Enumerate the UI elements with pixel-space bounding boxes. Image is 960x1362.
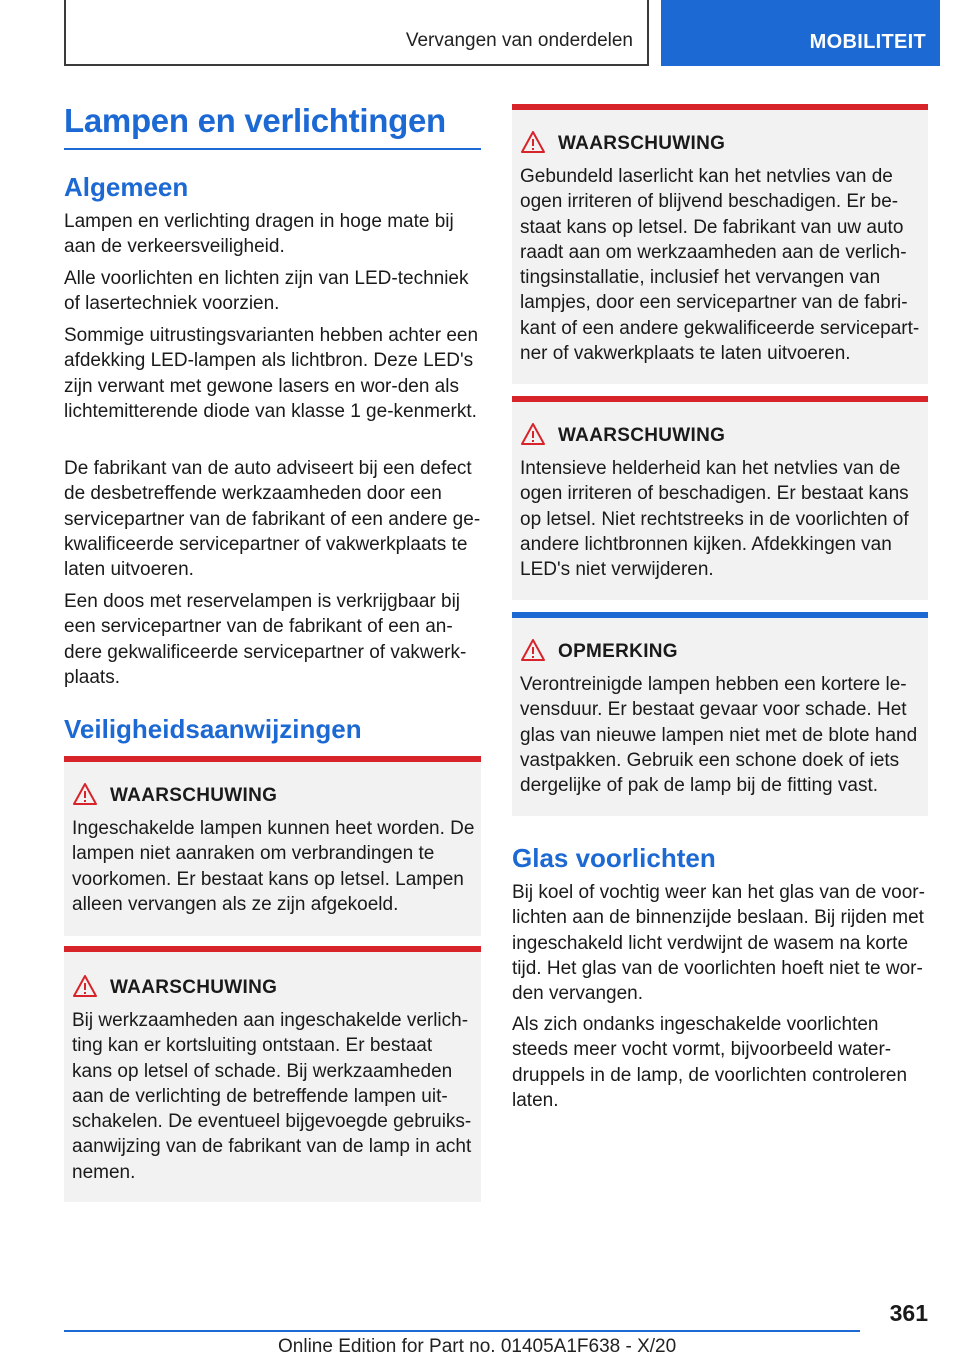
paragraph-7: Als zich ondanks ingeschakelde voorlichten steeds meer vocht vormt, bijvoorbeeld water-druppels in de lamp, de voorlichten controleren laten. <box>512 1014 908 1111</box>
warning-text: Bij werkzaamheden aan ingeschakelde verlich-ting kan er kortsluiting ontstaan. Er bestaat kans op letsel of schade. Bij werkzaamheden aan de verlichting de betreffende lampen uit-schakelen. De eventueel bijgevoegde gebruiks-aanwijzing van de fabrikant van de lamp in acht nemen. <box>72 1010 472 1183</box>
warning-triangle-icon <box>72 974 98 998</box>
warning-bar <box>64 756 481 762</box>
note-box-dirty-lamps <box>512 612 928 816</box>
header-section-label: Vervangen van onderdelen <box>405 30 633 51</box>
warning-title: WAARSCHUWING <box>110 785 278 806</box>
footer-divider <box>64 1330 860 1332</box>
note-text: Verontreinigde lampen hebben een kortere le-vensduur. Er bestaat gevaar voor schade. Het glas van nieuwe lampen niet met de blote hand vastpakken. Gebruik een schone doek of iets dergelijke of pak de lamp bij de fitting vast. <box>520 674 918 797</box>
note-triangle-icon <box>520 638 546 662</box>
heading-glas-voorlichten: Glas voorlichten <box>512 843 716 873</box>
warning-triangle-icon <box>520 422 546 446</box>
warning-title: WAARSCHUWING <box>110 977 278 998</box>
warning-bar <box>512 396 928 402</box>
warning-box-brightness <box>512 396 928 600</box>
note-title: OPMERKING <box>558 641 678 662</box>
warning-bar <box>512 104 928 110</box>
warning-text: Ingeschakelde lampen kunnen heet worden. De lampen niet aanraken om verbrandingen te voorkomen. Er bestaat kans op letsel. Lampen alleen vervangen als ze zijn afgekoeld. <box>72 818 475 915</box>
warning-box-hot-lamps <box>64 756 481 936</box>
header-chapter <box>661 0 940 66</box>
note-bar <box>512 612 928 618</box>
warning-text: Intensieve helderheid kan het netvlies van de ogen irriteren of beschadigen. Er bestaat kans op letsel. Niet rechtstreeks in de voorlichten of andere lichtbronnen kijken. Afdekkingen van LED's niet verwijderen. <box>520 458 909 581</box>
paragraph-3: Sommige uitrustingsvarianten hebben achter een afdekking LED-lampen als lichtbron. Deze LED's zijn verwant met gewone lasers en wor-den als lichtemitterende diode van klasse 1 ge-kenmerkt. <box>64 325 479 422</box>
paragraph-2: Alle voorlichten en lichten zijn van LED-techniek of lasertechniek voorzien. <box>64 268 469 315</box>
warning-triangle-icon <box>520 130 546 154</box>
header-section <box>64 0 649 66</box>
paragraph-4: De fabrikant van de auto adviseert bij een defect de desbetreffende werkzaamheden door een servicepartner van de fabrikant of een andere ge-kwalificeerde servicepartner of vakwerkplaats te laten uitvoeren. <box>64 458 481 581</box>
footer-edition: Online Edition for Part no. 01405A1F638 - X/20 <box>278 1336 677 1357</box>
warning-title: WAARSCHUWING <box>558 133 726 154</box>
heading-algemeen: Algemeen <box>64 172 189 202</box>
warning-box-short-circuit <box>64 946 481 1202</box>
heading-veiligheid: Veiligheidsaanwijzingen <box>64 714 362 744</box>
warning-box-laser <box>512 104 928 384</box>
warning-text: Gebundeld laserlicht kan het netvlies van de ogen irriteren of blijvend beschadigen. Er be-staat kans op letsel. De fabrikant van uw auto raadt aan om werkzaamheden aan de verlich-tingsinstallatie, inclusief het vervangen van lampjes, door een servicepartner van de fabri-kant of een andere gekwalificeerde servicepart-ner of vakwerkplaats te laten uitvoeren. <box>520 166 920 365</box>
page-title: Lampen en verlichtingen <box>64 102 446 139</box>
warning-title: WAARSCHUWING <box>558 425 726 446</box>
warning-bar <box>64 946 481 952</box>
paragraph-5: Een doos met reservelampen is verkrijgbaar bij een servicepartner van de fabrikant of een an-dere gekwalificeerde servicepartner of vakwerk-plaats. <box>64 591 467 688</box>
page-number: 361 <box>889 1300 928 1326</box>
header-chapter-label: MOBILITEIT <box>809 31 926 53</box>
title-divider <box>64 148 481 150</box>
paragraph-6: Bij koel of vochtig weer kan het glas van de voor-lichten aan de binnenzijde beslaan. Bij rijden met ingeschakeld licht verdwijnt de wasem na korte tijd. Het glas van de voorlichten hoeft niet te wor-den vervangen. <box>512 882 925 1005</box>
warning-triangle-icon <box>72 782 98 806</box>
paragraph-1: Lampen en verlichting dragen in hoge mate bij aan de verkeersveiligheid. <box>64 211 454 258</box>
